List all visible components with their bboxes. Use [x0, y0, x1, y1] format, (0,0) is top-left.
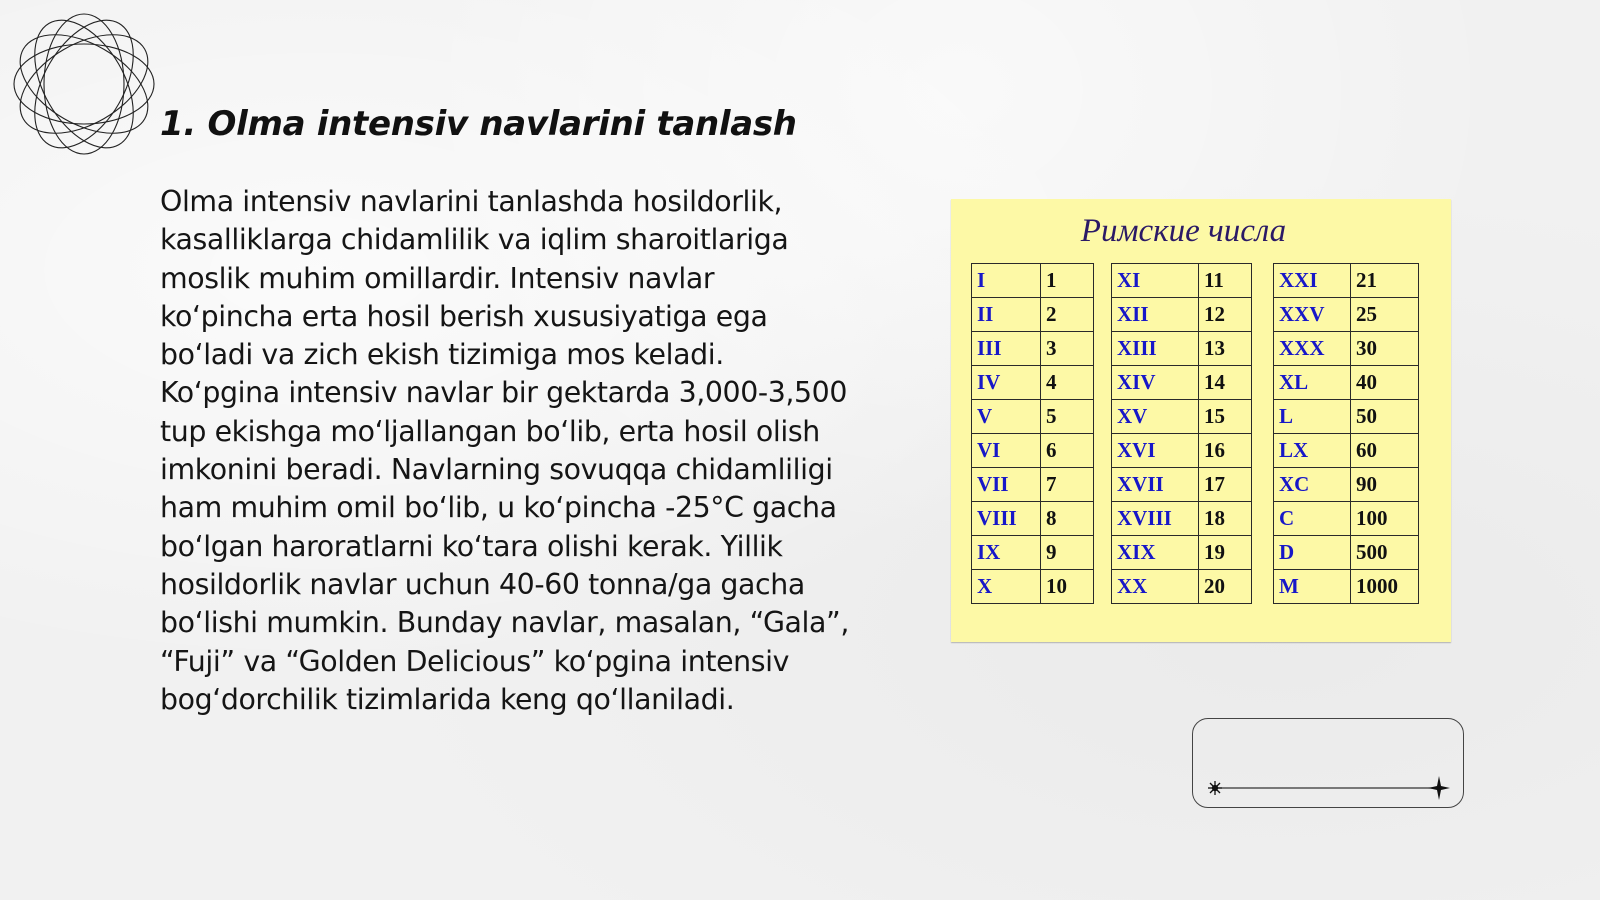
roman-numeral-cell: VI: [972, 434, 1041, 468]
table-row: [1274, 536, 1419, 570]
table-row: [1274, 366, 1419, 400]
table-row: [972, 264, 1094, 298]
roman-table-col-2: [1111, 263, 1252, 604]
table-row: [972, 570, 1094, 604]
table-row: [972, 400, 1094, 434]
slide-title: 1. Olma intensiv navlarini tanlash: [160, 104, 797, 144]
roman-numeral-cell: XIII: [1112, 332, 1199, 366]
roman-numeral-cell: M: [1274, 570, 1351, 604]
arabic-numeral-cell: 40: [1351, 366, 1419, 400]
table-row: [1274, 468, 1419, 502]
roman-numeral-cell: I: [972, 264, 1041, 298]
timeline-box: [1192, 718, 1464, 808]
roman-table-col-3: [1273, 263, 1419, 604]
roman-numeral-cell: XXV: [1274, 298, 1351, 332]
roman-numeral-cell: IV: [972, 366, 1041, 400]
arabic-numeral-cell: 20: [1199, 570, 1252, 604]
roman-numerals-caption: Римские числа: [1080, 213, 1287, 249]
table-row: [1274, 570, 1419, 604]
roman-numeral-cell: XVI: [1112, 434, 1199, 468]
table-row: [1112, 570, 1252, 604]
roman-numeral-cell: XIX: [1112, 536, 1199, 570]
table-row: [1112, 502, 1252, 536]
table-row: [1112, 536, 1252, 570]
roman-numeral-cell: V: [972, 400, 1041, 434]
arabic-numeral-cell: 13: [1199, 332, 1252, 366]
sparkle-icon: [1428, 776, 1450, 800]
roman-numeral-cell: XXX: [1274, 332, 1351, 366]
roman-numeral-cell: XI: [1112, 264, 1199, 298]
table-row: [1274, 400, 1419, 434]
roman-numeral-cell: X: [972, 570, 1041, 604]
arabic-numeral-cell: 21: [1351, 264, 1419, 298]
roman-numeral-cell: XIV: [1112, 366, 1199, 400]
arabic-numeral-cell: 100: [1351, 502, 1419, 536]
table-row: [972, 366, 1094, 400]
roman-numeral-cell: L: [1274, 400, 1351, 434]
table-row: [1112, 264, 1252, 298]
arabic-numeral-cell: 30: [1351, 332, 1419, 366]
arabic-numeral-cell: 25: [1351, 298, 1419, 332]
roman-numeral-cell: XXI: [1274, 264, 1351, 298]
roman-numeral-cell: XVII: [1112, 468, 1199, 502]
arabic-numeral-cell: 2: [1041, 298, 1094, 332]
roman-numeral-cell: XC: [1274, 468, 1351, 502]
table-row: [1112, 366, 1252, 400]
table-row: [1274, 434, 1419, 468]
table-row: [972, 502, 1094, 536]
arabic-numeral-cell: 60: [1351, 434, 1419, 468]
arabic-numeral-cell: 10: [1041, 570, 1094, 604]
arabic-numeral-cell: 18: [1199, 502, 1252, 536]
roman-numeral-cell: VII: [972, 468, 1041, 502]
timeline-graphic: [1193, 719, 1465, 809]
arabic-numeral-cell: 15: [1199, 400, 1252, 434]
table-row: [1112, 298, 1252, 332]
roman-numeral-cell: LX: [1274, 434, 1351, 468]
roman-numeral-cell: D: [1274, 536, 1351, 570]
roman-numeral-cell: IX: [972, 536, 1041, 570]
arabic-numeral-cell: 11: [1199, 264, 1252, 298]
table-row: [1112, 468, 1252, 502]
roman-numeral-cell: VIII: [972, 502, 1041, 536]
spirograph-rings-icon: [10, 10, 158, 158]
arabic-numeral-cell: 4: [1041, 366, 1094, 400]
table-row: [1112, 332, 1252, 366]
arabic-numeral-cell: 6: [1041, 434, 1094, 468]
arabic-numeral-cell: 500: [1351, 536, 1419, 570]
arabic-numeral-cell: 9: [1041, 536, 1094, 570]
roman-numeral-cell: XV: [1112, 400, 1199, 434]
arabic-numeral-cell: 5: [1041, 400, 1094, 434]
roman-numeral-cell: III: [972, 332, 1041, 366]
table-row: [1274, 502, 1419, 536]
roman-numeral-cell: II: [972, 298, 1041, 332]
table-row: [972, 536, 1094, 570]
arabic-numeral-cell: 1000: [1351, 570, 1419, 604]
roman-numeral-cell: XL: [1274, 366, 1351, 400]
table-row: [972, 298, 1094, 332]
table-row: [1112, 434, 1252, 468]
table-row: [1274, 264, 1419, 298]
table-row: [972, 434, 1094, 468]
arabic-numeral-cell: 50: [1351, 400, 1419, 434]
arabic-numeral-cell: 8: [1041, 502, 1094, 536]
arabic-numeral-cell: 3: [1041, 332, 1094, 366]
arabic-numeral-cell: 19: [1199, 536, 1252, 570]
arabic-numeral-cell: 17: [1199, 468, 1252, 502]
table-row: [1112, 400, 1252, 434]
roman-numeral-cell: XVIII: [1112, 502, 1199, 536]
table-row: [972, 468, 1094, 502]
roman-table-col-1: [971, 263, 1094, 604]
roman-numeral-cell: XII: [1112, 298, 1199, 332]
arabic-numeral-cell: 1: [1041, 264, 1094, 298]
table-row: [972, 332, 1094, 366]
roman-numeral-cell: XX: [1112, 570, 1199, 604]
arabic-numeral-cell: 7: [1041, 468, 1094, 502]
arabic-numeral-cell: 14: [1199, 366, 1252, 400]
table-row: [1274, 332, 1419, 366]
star-burst-icon: [1208, 781, 1222, 795]
slide-body-text: Olma intensiv navlarini tanlashda hosildorlik, kasalliklarga chidamlilik va iqlim sharoitlariga moslik muhim omillardir. Intensiv navlar ko‘pincha erta hosil berish xususiyatiga ega bo‘ladi va zich ekish tizimiga mos keladi. Ko‘pgina intensiv navlar bir gektarda 3,000-3,500 tup ekishga mo‘ljallangan bo‘lib, erta hosil olish imkonini beradi. Navlarning sovuqqa chidamliligi ham muhim omil bo‘lib, u ko‘pincha -25°C gacha bo‘lgan haroratlarni ko‘tara olishi kerak. Yillik hosildorlik navlar uchun 40-60 tonna/ga gacha bo‘lishi mumkin. Bunday navlar, masalan, “Gala”, “Fuji” va “Golden Delicious” ko‘pgina intensiv bog‘dorchilik tizimlarida keng qo‘llaniladi.: [160, 185, 849, 716]
arabic-numeral-cell: 90: [1351, 468, 1419, 502]
arabic-numeral-cell: 12: [1199, 298, 1252, 332]
arabic-numeral-cell: 16: [1199, 434, 1252, 468]
roman-numerals-image: [951, 199, 1451, 642]
roman-numeral-cell: C: [1274, 502, 1351, 536]
table-row: [1274, 298, 1419, 332]
